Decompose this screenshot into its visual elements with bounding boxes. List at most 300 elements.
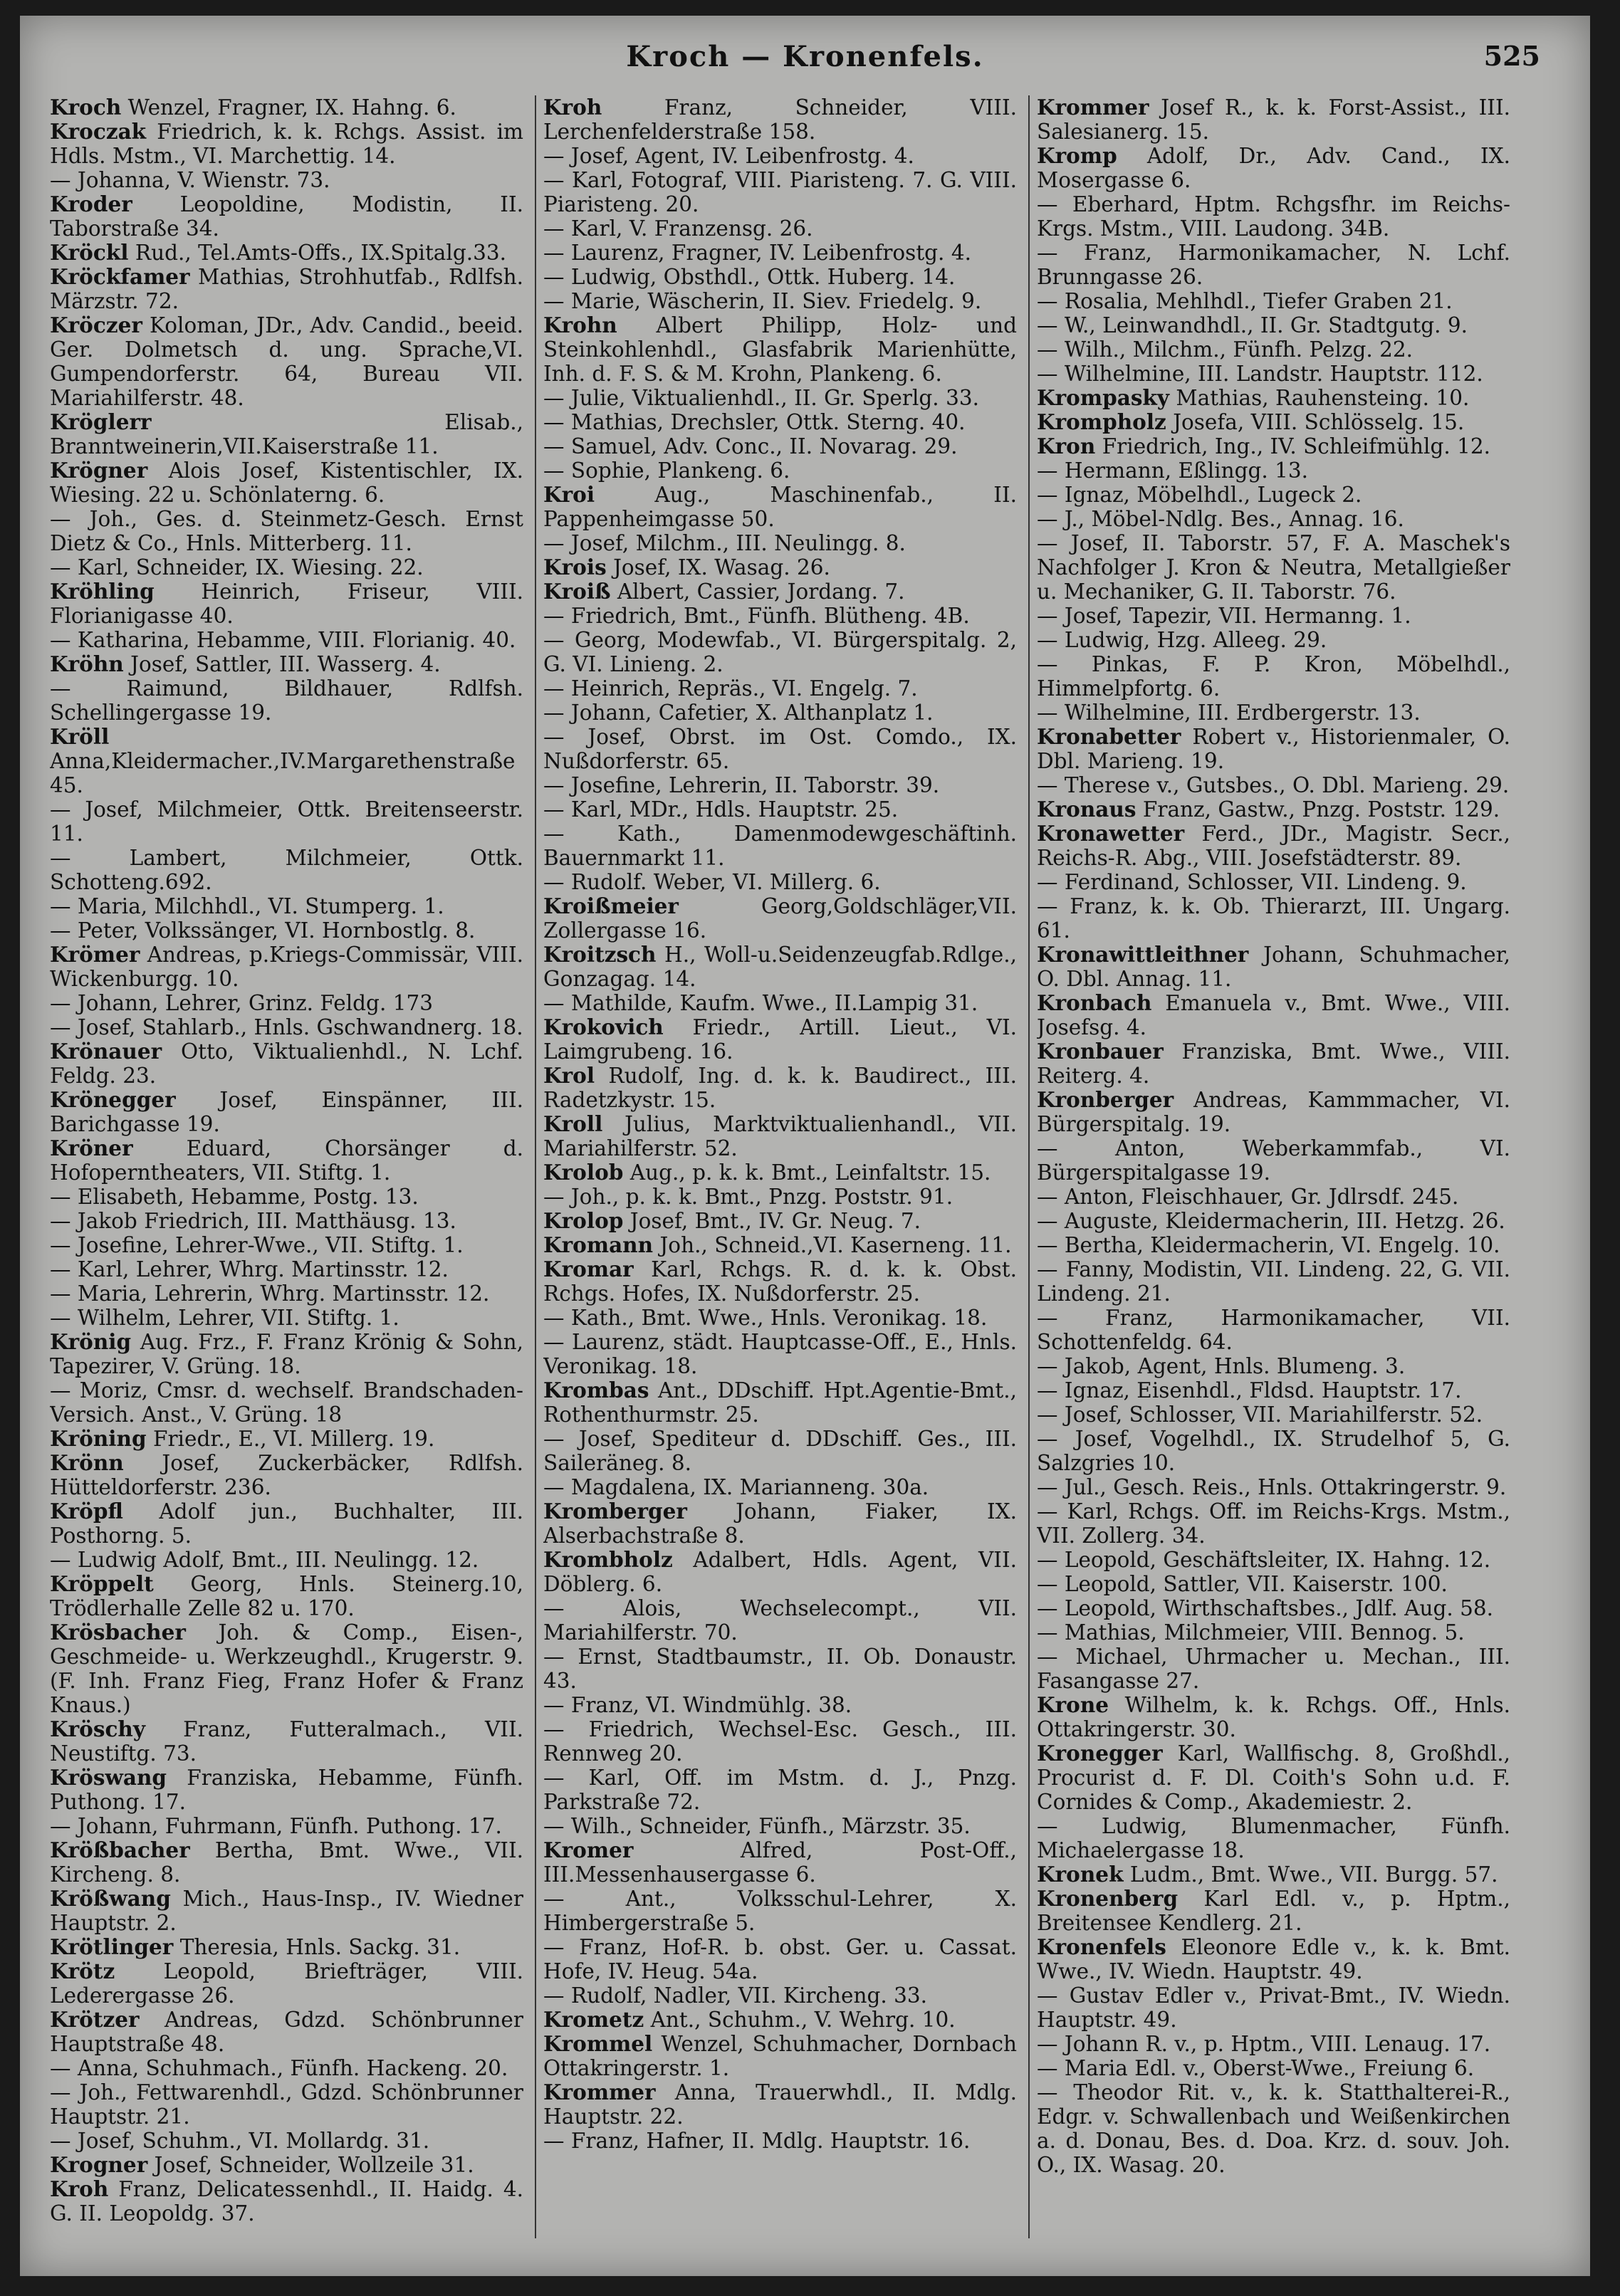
entry-text: — Ernst, Stadtbaumstr., II. Ob. Donaustr. 43. — [543, 1645, 1017, 1693]
directory-entry — [50, 241, 523, 265]
entry-text: Bertha, Bmt. Wwe., VII. Kircheng. 8. — [50, 1838, 523, 1887]
entry-text: Adolf, Dr., Adv. Cand., IX. Mosergasse 6. — [1037, 144, 1510, 192]
entry-surname: Kroll — [543, 1111, 603, 1136]
directory-entry — [50, 2177, 523, 2226]
entry-text: Josef, Zuckerbäcker, Rdlfsh. Hütteldorferstr. 236. — [50, 1451, 523, 1499]
entry-text: Alois Josef, Kistentischler, IX. Wiesing. 22 u. Schönlaterng. 6. — [50, 458, 523, 507]
entry-text: — Anton, Weberkammfab., VI. Bürgerspitalgasse 19. — [1037, 1136, 1510, 1185]
directory-entry — [543, 725, 1017, 773]
entry-surname: Kröning — [50, 1426, 147, 1451]
entry-text: — Josef, Tapezir, VII. Hermanng. 1. — [1037, 604, 1411, 628]
entry-surname: Kröhn — [50, 651, 124, 676]
directory-entry — [50, 507, 523, 555]
entry-surname: Kronbach — [1037, 990, 1152, 1015]
entry-text: — Eberhard, Hptm. Rchgsfhr. im Reichs-Krgs. Mstm., VIII. Laudong. 34B. — [1037, 192, 1510, 241]
entry-surname: Kroch — [50, 95, 122, 120]
entry-surname: Krönig — [50, 1329, 132, 1354]
entry-text: — Joh., Fettwarenhdl., Gdzd. Schönbrunner Hauptstr. 21. — [50, 2080, 523, 2129]
directory-entry — [543, 289, 1017, 313]
directory-entry — [543, 1887, 1017, 1935]
directory-entry — [50, 1257, 523, 1281]
entry-text: — Jakob Friedrich, III. Matthäusg. 13. — [50, 1209, 456, 1233]
entry-text: — Jul., Gesch. Reis., Hnls. Ottakringerstr. 9. — [1037, 1475, 1507, 1499]
directory-entry — [543, 1499, 1017, 1548]
directory-entry — [543, 1693, 1017, 1717]
entry-text: Josefa, VIII. Schlösselg. 15. — [1173, 410, 1465, 434]
entry-text: — Marie, Wäscherin, II. Siev. Friedelg. 9. — [543, 289, 982, 313]
entry-surname: Krompasky — [1037, 385, 1170, 410]
entry-surname: Kroder — [50, 192, 132, 216]
directory-entry — [1037, 95, 1510, 144]
entry-text: Karl Edl. v., p. Hptm., Breitensee Kendlerg. 21. — [1037, 1887, 1510, 1935]
directory-entry — [543, 2008, 1017, 2032]
directory-entry — [1037, 725, 1510, 773]
directory-entry — [543, 1257, 1017, 1306]
entry-surname: Krößbacher — [50, 1838, 190, 1862]
entry-text: — Katharina, Hebamme, VIII. Florianig. 40. — [50, 628, 516, 652]
directory-entry — [50, 1548, 523, 1572]
entry-text: — Josef, Obrst. im Ost. Comdo., IX. Nußdorferstr. 65. — [543, 725, 1017, 773]
entry-text: Andreas, Kammmacher, VI. Bürgerspitalg. 19. — [1037, 1088, 1510, 1136]
directory-entry — [50, 1427, 523, 1451]
directory-entry — [1037, 1645, 1510, 1693]
directory-entry — [543, 1838, 1017, 1887]
entry-text: Franz, Delicatessenhdl., II. Haidg. 4. G. II. Leopoldg. 37. — [50, 2177, 523, 2226]
entry-text: Friedr., E., VI. Millerg. 19. — [152, 1427, 435, 1451]
entry-surname: Kronbauer — [1037, 1039, 1164, 1064]
directory-entry — [1037, 1136, 1510, 1185]
directory-entry — [543, 1064, 1017, 1112]
directory-entry — [543, 386, 1017, 410]
entry-text: — Johanna, V. Wienstr. 73. — [50, 168, 330, 192]
directory-entry — [1037, 1257, 1510, 1306]
directory-entry — [1037, 1475, 1510, 1499]
directory-entry — [50, 95, 523, 120]
entry-text: — Franz, Harmonikamacher, VII. Schottenfeldg. 64. — [1037, 1306, 1510, 1354]
directory-entry — [50, 2056, 523, 2080]
entry-surname: Kröczer — [50, 313, 142, 337]
entry-text: — Ignaz, Eisenhdl., Fldsd. Hauptstr. 17. — [1037, 1378, 1462, 1403]
directory-entry — [543, 822, 1017, 870]
directory-entry — [543, 1112, 1017, 1160]
directory-entry — [543, 458, 1017, 483]
entry-text: — Wilhelmine, III. Landstr. Hauptstr. 112. — [1037, 362, 1483, 386]
entry-surname: Kröckfamer — [50, 264, 190, 289]
entry-text: Julius, Marktviktualienhandl., VII. Mariahilferstr. 52. — [543, 1112, 1017, 1160]
directory-entry — [1037, 1306, 1510, 1354]
entry-text: Andreas, Gdzd. Schönbrunner Hauptstraße 48. — [50, 2008, 523, 2056]
entry-surname: Kronabetter — [1037, 724, 1181, 749]
entry-text: Ant., Schuhm., V. Wehrg. 10. — [650, 2008, 956, 2032]
entry-text: — Josef, Vogelhdl., IX. Strudelhof 5, G. Salzgries 10. — [1037, 1427, 1510, 1475]
directory-entry — [50, 1015, 523, 1039]
directory-entry — [1037, 1862, 1510, 1887]
entry-text: — Lambert, Milchmeier, Ottk. Schotteng.692. — [50, 846, 523, 894]
entry-surname: Kromar — [543, 1257, 634, 1281]
entry-text: Josef, Sattler, III. Wasserg. 4. — [130, 652, 441, 676]
entry-text: Mathias, Rauhensteing. 10. — [1176, 386, 1470, 410]
entry-text: — Josef, Milchmeier, Ottk. Breitenseerstr. 11. — [50, 797, 523, 846]
entry-surname: Kröschy — [50, 1716, 146, 1741]
entry-text: — Peter, Volkssänger, VI. Hornbostlg. 8. — [50, 918, 476, 943]
directory-entry — [1037, 701, 1510, 725]
directory-entry — [1037, 386, 1510, 410]
entry-text: — Ludwig Adolf, Bmt., III. Neulingg. 12. — [50, 1548, 479, 1572]
entry-text: — Mathilde, Kaufm. Wwe., II.Lampig 31. — [543, 991, 978, 1015]
directory-entry — [1037, 507, 1510, 531]
directory-entry — [1037, 1088, 1510, 1136]
directory-entry — [543, 1209, 1017, 1233]
entry-text: — Rosalia, Mehlhdl., Tiefer Graben 21. — [1037, 289, 1453, 313]
entry-text: Aug., p. k. k. Bmt., Leinfaltstr. 15. — [629, 1160, 991, 1185]
entry-text: — Franz, Hof-R. b. obst. Ger. u. Cassat. Hofe, IV. Heug. 54a. — [543, 1935, 1017, 1983]
entry-text: Georg,Goldschläger,VII. Zollergasse 16. — [543, 894, 1017, 943]
directory-entry — [1037, 1887, 1510, 1935]
directory-entry — [543, 241, 1017, 265]
entry-text: Wilhelm, k. k. Rchgs. Off., Hnls. Ottakringerstr. 30. — [1037, 1693, 1510, 1741]
directory-entry — [50, 265, 523, 313]
directory-entry — [50, 1572, 523, 1620]
entry-text: Eduard, Chorsänger d. Hofoperntheaters, VII. Stiftg. 1. — [50, 1136, 523, 1185]
directory-entry — [1037, 337, 1510, 362]
directory-entry — [543, 1814, 1017, 1838]
entry-text: — Franz, Hafner, II. Mdlg. Hauptstr. 16. — [543, 2129, 971, 2153]
directory-entry — [50, 1814, 523, 1838]
entry-text: — Friedrich, Wechsel-Esc. Gesch., III. Rennweg 20. — [543, 1717, 1017, 1766]
entry-text: — Raimund, Bildhauer, Rdlfsh. Schellingergasse 19. — [50, 676, 523, 725]
directory-entry — [543, 1233, 1017, 1257]
directory-entry — [1037, 410, 1510, 434]
entry-surname: Kröhling — [50, 579, 155, 604]
entry-text: — Pinkas, F. P. Kron, Möbelhdl., Himmelpfortg. 6. — [1037, 652, 1510, 701]
entry-text: — Georg, Modewfab., VI. Bürgerspitalg. 2, G. VI. Linieng. 2. — [543, 628, 1017, 676]
entry-text: Eleonore Edle v., k. k. Bmt. Wwe., IV. Wiedn. Hauptstr. 49. — [1037, 1935, 1510, 1983]
entry-surname: Kröll — [50, 724, 110, 749]
directory-entry — [50, 410, 523, 458]
directory-entry — [1037, 1620, 1510, 1645]
page-number: 525 — [1483, 40, 1540, 72]
entry-text: — J., Möbel-Ndlg. Bes., Annag. 16. — [1037, 507, 1404, 531]
entry-text: Otto, Viktualienhdl., N. Lchf. Feldg. 23. — [50, 1039, 523, 1088]
directory-entry — [50, 1233, 523, 1257]
entry-surname: Kromann — [543, 1232, 654, 1257]
entry-text: Elisab., Branntweinerin,VII.Kaiserstraße 11. — [50, 410, 523, 458]
directory-entry — [543, 1160, 1017, 1185]
directory-entry — [1037, 1209, 1510, 1233]
directory-entry — [543, 483, 1017, 531]
entry-surname: Krolob — [543, 1160, 624, 1185]
directory-entry — [1037, 1814, 1510, 1862]
entry-surname: Kröckl — [50, 240, 129, 265]
entry-text: Ant., DDschiff. Hpt.Agentie-Bmt., Rothenthurmstr. 25. — [543, 1378, 1017, 1427]
entry-surname: Kroi — [543, 482, 595, 507]
directory-entry — [543, 410, 1017, 434]
directory-entry — [1037, 1378, 1510, 1403]
entry-surname: Krompholz — [1037, 409, 1166, 434]
entry-surname: Kröswang — [50, 1765, 167, 1790]
directory-entry — [50, 580, 523, 628]
entry-text: Leopoldine, Modistin, II. Taborstraße 34. — [50, 192, 523, 241]
directory-entry — [1037, 241, 1510, 289]
entry-surname: Krönn — [50, 1450, 124, 1475]
directory-entry — [543, 531, 1017, 555]
entry-text: — Samuel, Adv. Conc., II. Novarag. 29. — [543, 434, 958, 458]
entry-text: — Mathias, Drechsler, Ottk. Sterng. 40. — [543, 410, 966, 434]
directory-entry — [543, 1378, 1017, 1427]
directory-entry — [50, 1620, 523, 1717]
directory-entry — [50, 2008, 523, 2056]
entry-text: — Joh., p. k. k. Bmt., Pnzg. Poststr. 91. — [543, 1185, 953, 1209]
directory-entry — [1037, 870, 1510, 894]
entry-text: H., Woll-u.Seidenzeugfab.Rdlge., Gonzagag. 14. — [543, 943, 1017, 991]
directory-entry — [50, 1935, 523, 1959]
entry-text: Anna, Trauerwhdl., II. Mdlg. Hauptstr. 22. — [543, 2080, 1017, 2129]
entry-text: Heinrich, Friseur, VIII. Florianigasse 40. — [50, 580, 523, 628]
entry-text: — Kath., Bmt. Wwe., Hnls. Veronikag. 18. — [543, 1306, 988, 1330]
directory-entry — [1037, 1427, 1510, 1475]
entry-text: — Kath., Damenmodewgeschäftinh. Bauernmarkt 11. — [543, 822, 1017, 870]
entry-text: — Sophie, Plankeng. 6. — [543, 458, 790, 483]
entry-text: Georg, Hnls. Steinerg.10, Trödlerhalle Zelle 82 u. 170. — [50, 1572, 523, 1620]
entry-text: — Josef, Schlosser, VII. Mariahilferstr. 52. — [1037, 1403, 1483, 1427]
entry-text: — Leopold, Wirthschaftsbes., Jdlf. Aug. 58. — [1037, 1596, 1493, 1620]
entry-text: — Ant., Volksschul-Lehrer, X. Himbergerstraße 5. — [543, 1887, 1017, 1935]
entry-text: Johann, Schuhmacher, O. Dbl. Annag. 11. — [1037, 943, 1510, 991]
entry-text: — Ludwig, Hzg. Alleeg. 29. — [1037, 628, 1327, 652]
directory-entry — [1037, 483, 1510, 507]
directory-entry — [543, 216, 1017, 241]
entry-surname: Krönauer — [50, 1039, 162, 1064]
entry-surname: Krogner — [50, 2152, 148, 2177]
entry-text: — Franz, k. k. Ob. Thierarzt, III. Ungarg. 61. — [1037, 894, 1510, 943]
directory-entry — [543, 1766, 1017, 1814]
directory-entry — [1037, 1548, 1510, 1572]
directory-entry — [1037, 434, 1510, 458]
directory-entry — [50, 2129, 523, 2153]
directory-entry — [543, 434, 1017, 458]
directory-entry — [1037, 604, 1510, 628]
directory-entry — [543, 1935, 1017, 1983]
directory-entry — [1037, 458, 1510, 483]
entry-text: — Therese v., Gutsbes., O. Dbl. Marieng. 29. — [1037, 773, 1510, 797]
entry-text: — Heinrich, Repräs., VI. Engelg. 7. — [543, 676, 918, 701]
directory-entry — [1037, 652, 1510, 701]
entry-surname: Kronenberg — [1037, 1886, 1179, 1911]
entry-text: Franziska, Hebamme, Fünfh. Puthong. 17. — [50, 1766, 523, 1814]
entry-surname: Kroczak — [50, 119, 147, 144]
entry-text: — Maria Edl. v., Oberst-Wwe., Freiung 6. — [1037, 2056, 1475, 2080]
directory-entry — [1037, 1935, 1510, 1983]
entry-text: — Josef, Agent, IV. Leibenfrostg. 4. — [543, 144, 914, 168]
entry-surname: Kronberger — [1037, 1087, 1174, 1112]
entry-text: — Josef, Stahlarb., Hnls. Gschwandnerg. 18. — [50, 1015, 523, 1039]
entry-surname: Kröner — [50, 1136, 133, 1160]
entry-text: — Moriz, Cmsr. d. wechself. Brandschaden-Versich. Anst., V. Grüng. 18 — [50, 1378, 523, 1427]
entry-surname: Krombholz — [543, 1547, 673, 1572]
entry-text: — Wilh., Schneider, Fünfh., Märzstr. 35. — [543, 1814, 971, 1838]
directory-entry — [1037, 1039, 1510, 1088]
entry-text: — Karl, MDr., Hdls. Hauptstr. 25. — [543, 797, 899, 822]
entry-text: Rud., Tel.Amts-Offs., IX.Spitalg.33. — [135, 241, 507, 265]
entry-text: Franz, Futteralmach., VII. Neustiftg. 73. — [50, 1717, 523, 1766]
entry-text: — Johann, Lehrer, Grinz. Feldg. 173 — [50, 991, 434, 1015]
directory-entry — [50, 894, 523, 918]
directory-entry — [1037, 1185, 1510, 1209]
directory-entry — [543, 1015, 1017, 1064]
directory-entry — [543, 991, 1017, 1015]
entry-text: — Alois, Wechselecompt., VII. Mariahilferstr. 70. — [543, 1596, 1017, 1645]
directory-entry — [50, 2080, 523, 2129]
directory-entry — [50, 2153, 523, 2177]
entry-text: — Maria, Milchhdl., VI. Stumperg. 1. — [50, 894, 444, 918]
directory-entry — [1037, 192, 1510, 241]
directory-entry — [543, 2032, 1017, 2080]
directory-entry — [1037, 144, 1510, 192]
directory-entry — [50, 1499, 523, 1548]
entry-text: — Hermann, Eßlingg. 13. — [1037, 458, 1309, 483]
directory-entry — [50, 1136, 523, 1185]
entry-surname: Krommer — [543, 2080, 656, 2104]
directory-entry — [50, 555, 523, 580]
directory-entry — [50, 943, 523, 991]
entry-surname: Kromberger — [543, 1499, 687, 1524]
directory-entry — [1037, 1693, 1510, 1741]
column-2 — [543, 95, 1017, 2231]
entry-surname: Krommel — [543, 2031, 653, 2056]
directory-entry — [50, 313, 523, 410]
entry-text: — Franz, VI. Windmühlg. 38. — [543, 1693, 852, 1717]
entry-text: Wenzel, Fragner, IX. Hahng. 6. — [127, 95, 456, 120]
entry-text: Mich., Haus-Insp., IV. Wiedner Hauptstr. 2. — [50, 1887, 523, 1935]
entry-text: Leopold, Briefträger, VIII. Lederergasse 26. — [50, 1959, 523, 2008]
entry-text: — Leopold, Geschäftsleiter, IX. Hahng. 12. — [1037, 1548, 1491, 1572]
directory-entry — [50, 1766, 523, 1814]
directory-entry — [50, 725, 523, 797]
directory-entry — [543, 555, 1017, 580]
directory-entry — [543, 168, 1017, 216]
entry-text: — Karl, Schneider, IX. Wiesing. 22. — [50, 555, 424, 580]
entry-text: Mathias, Strohhutfab., Rdlfsh. Märzstr. 72. — [50, 265, 523, 313]
entry-text: Ludm., Bmt. Wwe., VII. Burgg. 57. — [1129, 1862, 1498, 1887]
entry-text: — Johann R. v., p. Hptm., VIII. Lenaug. 17. — [1037, 2032, 1491, 2056]
directory-entry — [543, 313, 1017, 386]
entry-surname: Kroitzsch — [543, 942, 657, 967]
entry-text: Friedrich, Ing., IV. Schleifmühlg. 12. — [1102, 434, 1491, 458]
directory-entry — [1037, 1572, 1510, 1596]
directory-entry — [50, 1306, 523, 1330]
entry-text: — Karl, Rchgs. Off. im Reichs-Krgs. Mstm., VII. Zollerg. 34. — [1037, 1499, 1510, 1548]
entry-surname: Kroißmeier — [543, 893, 679, 918]
directory-entry — [543, 1185, 1017, 1209]
entry-text: Friedr., Artill. Lieut., VI. Laimgrubeng. 16. — [543, 1015, 1017, 1064]
directory-entry — [50, 797, 523, 846]
directory-entry — [50, 1281, 523, 1306]
directory-entry — [543, 2080, 1017, 2129]
entry-text: Franz, Schneider, VIII. Lerchenfelderstraße 158. — [543, 95, 1017, 144]
directory-entry — [1037, 822, 1510, 870]
entry-text: — Josef, Spediteur d. DDschiff. Ges., III. Saileräneg. 8. — [543, 1427, 1017, 1475]
entry-text: Ferd., JDr., Magistr. Secr., Reichs-R. Abg., VIII. Josefstädterstr. 89. — [1037, 822, 1510, 870]
entry-text: — Elisabeth, Hebamme, Postg. 13. — [50, 1185, 419, 1209]
directory-entry — [1037, 1741, 1510, 1814]
directory-entry — [50, 1451, 523, 1499]
entry-text: — Josef, II. Taborstr. 57, F. A. Maschek's Nachfolger J. Kron & Neutra, Metallgießer u. Mechaniker, G. II. Taborstr. 76. — [1037, 531, 1510, 604]
directory-entry — [543, 2129, 1017, 2153]
entry-text: — Laurenz, städt. Hauptcasse-Off., E., Hnls. Veronikag. 18. — [543, 1330, 1017, 1378]
entry-text: — Karl, Fotograf, VIII. Piaristeng. 7. G. VIII. Piaristeng. 20. — [543, 168, 1017, 216]
entry-text: — Josefine, Lehrerin, II. Taborstr. 39. — [543, 773, 940, 797]
entry-surname: Krokovich — [543, 1015, 664, 1039]
entry-text: — Rudolf. Weber, VI. Millerg. 6. — [543, 870, 881, 894]
entry-surname: Krometz — [543, 2007, 644, 2032]
directory-entry — [1037, 2032, 1510, 2056]
directory-entry — [50, 1717, 523, 1766]
entry-text: Johann, Fiaker, IX. Alserbachstraße 8. — [543, 1499, 1017, 1548]
entry-surname: Krösbacher — [50, 1620, 186, 1645]
entry-surname: Krol — [543, 1063, 595, 1088]
entry-text: — Anton, Fleischhauer, Gr. Jdlrsdf. 245. — [1037, 1185, 1459, 1209]
entry-text: Andreas, p.Kriegs-Commissär, VIII. Wickenburgg. 10. — [50, 943, 523, 991]
directory-entry — [1037, 773, 1510, 797]
entry-surname: Kron — [1037, 434, 1096, 458]
entry-text: Alfred, Post-Off., III.Messenhausergasse 6. — [543, 1838, 1017, 1887]
entry-surname: Krohn — [543, 313, 617, 337]
page-header — [20, 36, 1590, 85]
directory-entry — [50, 918, 523, 943]
directory-entry — [543, 1983, 1017, 2008]
entry-text: Emanuela v., Bmt. Wwe., VIII. Josefsg. 4. — [1037, 991, 1510, 1039]
entry-text: — Laurenz, Fragner, IV. Leibenfrostg. 4. — [543, 241, 971, 265]
directory-entry — [543, 701, 1017, 725]
entry-text: — Maria, Lehrerin, Whrg. Martinsstr. 12. — [50, 1281, 490, 1306]
entry-surname: Krötz — [50, 1959, 115, 1983]
directory-entry — [50, 168, 523, 192]
entry-surname: Kronawittleithner — [1037, 942, 1249, 967]
column-1 — [50, 95, 523, 2231]
directory-entry — [543, 1717, 1017, 1766]
entry-text: Anna,Kleidermacher.,IV.Margarethenstraße 45. — [50, 749, 516, 797]
entry-text: — Ignaz, Möbelhdl., Lugeck 2. — [1037, 483, 1362, 507]
entry-text: — Theodor Rit. v., k. k. Statthalterei-R., Edgr. v. Schwallenbach und Weißenkirchen a. d. Donau, Bes. d. Doa. Krz. d. souv. Joh. O., IX. Wasag. 20. — [1037, 2080, 1510, 2177]
entry-text: — Johann, Fuhrmann, Fünfh. Puthong. 17. — [50, 1814, 502, 1838]
entry-surname: Krößwang — [50, 1886, 171, 1911]
directory-entry — [50, 1887, 523, 1935]
entry-text: — Johann, Cafetier, X. Althanplatz 1. — [543, 701, 934, 725]
entry-surname: Kroh — [543, 95, 602, 120]
entry-text: Karl, Rchgs. R. d. k. k. Obst. Rchgs. Hofes, IX. Nußdorferstr. 25. — [543, 1257, 1017, 1306]
entry-text: — Gustav Edler v., Privat-Bmt., IV. Wiedn. Hauptstr. 49. — [1037, 1983, 1510, 2032]
entry-surname: Krolop — [543, 1208, 624, 1233]
directory-entry — [1037, 797, 1510, 822]
entry-text: Josef, Einspänner, III. Barichgasse 19. — [50, 1088, 523, 1136]
entry-surname: Krois — [543, 555, 607, 580]
entry-surname: Krönegger — [50, 1087, 176, 1112]
directory-entry — [543, 797, 1017, 822]
directory-entry — [50, 1209, 523, 1233]
directory-entry — [543, 1645, 1017, 1693]
directory-entry — [543, 580, 1017, 604]
directory-entry — [1037, 894, 1510, 943]
entry-text: — Franz, Harmonikamacher, N. Lchf. Brunngasse 26. — [1037, 241, 1510, 289]
entry-text: Joh., Schneid.,VI. Kaserneng. 11. — [659, 1233, 1012, 1257]
directory-entry — [1037, 2056, 1510, 2080]
entry-text: — Wilh., Milchm., Fünfh. Pelzg. 22. — [1037, 337, 1413, 362]
column-divider — [535, 95, 536, 2238]
directory-entry — [543, 1330, 1017, 1378]
running-head: Kroch — Kronenfels. — [626, 40, 984, 73]
directory-entry — [1037, 289, 1510, 313]
entry-surname: Kronenfels — [1037, 1934, 1166, 1959]
